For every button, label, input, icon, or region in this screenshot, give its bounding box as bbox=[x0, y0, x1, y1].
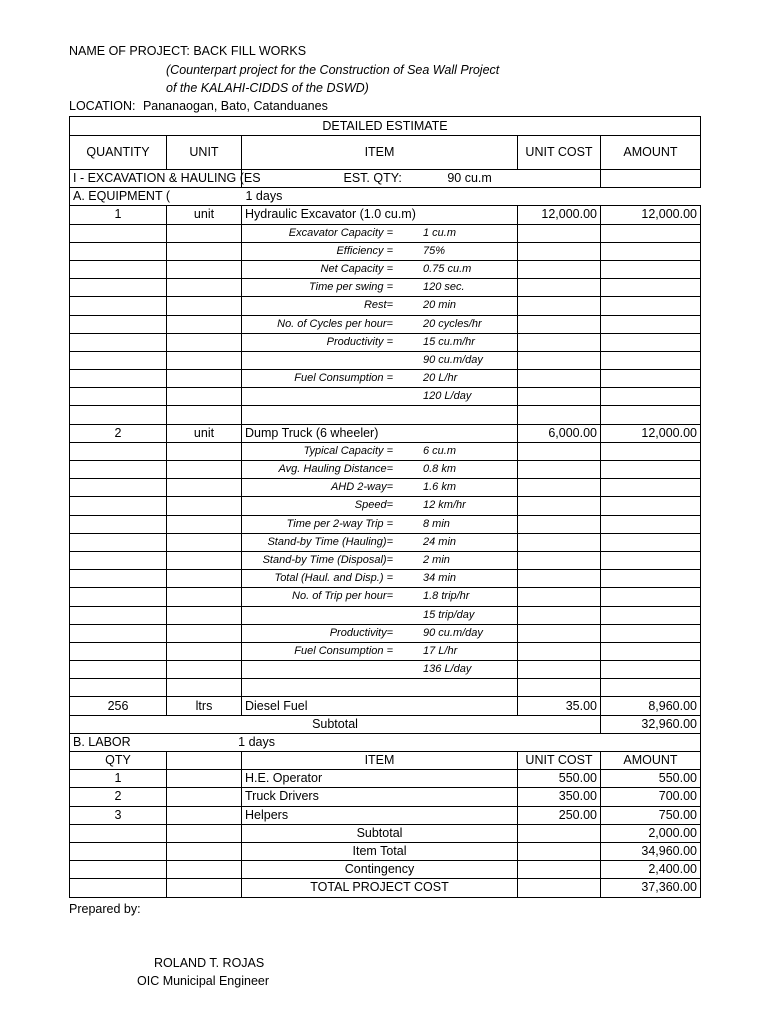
contingency-value: 2,400.00 bbox=[601, 861, 701, 879]
unit-cell: unit bbox=[167, 206, 242, 224]
table-row bbox=[70, 697, 701, 715]
detail-cell bbox=[242, 370, 518, 388]
location-value: Pananaogan, Bato, Catanduanes bbox=[142, 99, 328, 113]
detail-cell bbox=[242, 497, 518, 515]
detail-value: 1.8 trip/hr bbox=[423, 590, 470, 603]
detail-row bbox=[70, 461, 701, 479]
col-header-unit-cost: UNIT COST bbox=[518, 136, 601, 170]
detail-value: 24 min bbox=[423, 535, 457, 548]
amount-cell: 12,000.00 bbox=[601, 206, 701, 224]
detail-row bbox=[70, 551, 701, 569]
detail-label: Stand-by Time (Disposal)= bbox=[262, 554, 393, 567]
detail-row bbox=[70, 388, 701, 406]
preparer-position: OIC Municipal Engineer bbox=[137, 974, 270, 988]
detail-row bbox=[70, 260, 701, 278]
amount-cell: 8,960.00 bbox=[601, 697, 701, 715]
est-qty-label: EST. QTY: bbox=[343, 171, 402, 186]
location bbox=[69, 99, 328, 113]
detail-value: 17 L/hr bbox=[423, 644, 458, 657]
detail-cell bbox=[242, 388, 518, 406]
detail-row bbox=[70, 533, 701, 551]
labor-label: B. LABOR bbox=[73, 734, 131, 749]
detail-value: 0.75 cu.m bbox=[423, 263, 472, 276]
equipment-subtotal-label: Subtotal bbox=[70, 715, 601, 733]
unit-cell: ltrs bbox=[167, 697, 242, 715]
col-header-quantity: QUANTITY bbox=[70, 136, 167, 170]
item-total-label: Item Total bbox=[242, 842, 518, 860]
detail-row bbox=[70, 606, 701, 624]
detail-cell bbox=[242, 533, 518, 551]
col-header-item: ITEM bbox=[242, 136, 518, 170]
labor-subtotal-value: 2,000.00 bbox=[601, 824, 701, 842]
labor-col-item: ITEM bbox=[242, 752, 518, 770]
prepared-by-label: Prepared by: bbox=[69, 902, 141, 916]
detail-cell bbox=[242, 642, 518, 660]
detail-label: No. of Cycles per hour= bbox=[277, 317, 393, 330]
detail-cell bbox=[242, 297, 518, 315]
detail-label: AHD 2-way= bbox=[330, 481, 393, 494]
detail-cell bbox=[242, 224, 518, 242]
detail-cell bbox=[242, 279, 518, 297]
detailed-estimate-table bbox=[69, 116, 701, 898]
detail-cell bbox=[242, 333, 518, 351]
detail-label: Avg. Hauling Distance= bbox=[278, 463, 393, 476]
project-name: NAME OF PROJECT: BACK FILL WORKS bbox=[69, 44, 307, 58]
detail-row bbox=[70, 661, 701, 679]
detail-value: 90 cu.m/day bbox=[423, 353, 483, 366]
table-row bbox=[70, 206, 701, 224]
contingency-label: Contingency bbox=[242, 861, 518, 879]
unit-cost-cell: 6,000.00 bbox=[518, 424, 601, 442]
detail-label: Fuel Consumption = bbox=[294, 372, 393, 385]
project-subtitle-2: of the KALAHI-CIDDS of the DSWD) bbox=[166, 81, 369, 95]
detail-cell bbox=[242, 260, 518, 278]
labor-amount-cell: 550.00 bbox=[601, 770, 701, 788]
detail-label: Productivity= bbox=[329, 626, 393, 639]
labor-qty-cell: 2 bbox=[70, 788, 167, 806]
item-cell: Hydraulic Excavator (1.0 cu.m) bbox=[242, 206, 518, 224]
detail-row bbox=[70, 370, 701, 388]
detail-label: Time per swing = bbox=[309, 281, 393, 294]
detail-cell bbox=[242, 588, 518, 606]
item-total-value: 34,960.00 bbox=[601, 842, 701, 860]
detail-cell bbox=[242, 315, 518, 333]
detail-cell bbox=[242, 551, 518, 569]
detail-value: 15 cu.m/hr bbox=[423, 335, 475, 348]
detail-value: 12 km/hr bbox=[423, 499, 466, 512]
detail-value: 15 trip/day bbox=[423, 608, 475, 621]
detail-value: 90 cu.m/day bbox=[423, 626, 483, 639]
detail-cell bbox=[242, 442, 518, 460]
detail-value: 20 L/hr bbox=[423, 372, 458, 385]
equipment-label: A. EQUIPMENT ( bbox=[73, 189, 171, 204]
detail-label: Speed= bbox=[354, 499, 393, 512]
detail-label: Efficiency = bbox=[336, 244, 393, 257]
detail-row bbox=[70, 242, 701, 260]
labor-row bbox=[70, 770, 701, 788]
detail-cell bbox=[242, 570, 518, 588]
detail-row bbox=[70, 224, 701, 242]
detail-value: 136 L/day bbox=[423, 663, 472, 676]
labor-col-amount: AMOUNT bbox=[601, 752, 701, 770]
equipment-days: 1 days bbox=[245, 189, 283, 204]
detail-row bbox=[70, 642, 701, 660]
detail-label: Stand-by Time (Hauling)= bbox=[267, 535, 393, 548]
detail-value: 6 cu.m bbox=[423, 444, 457, 457]
detail-value: 8 min bbox=[423, 517, 450, 530]
total-project-cost-label: TOTAL PROJECT COST bbox=[242, 879, 518, 897]
unit-cost-cell: 35.00 bbox=[518, 697, 601, 715]
item-cell: Dump Truck (6 wheeler) bbox=[242, 424, 518, 442]
detail-cell bbox=[242, 624, 518, 642]
labor-amount-cell: 750.00 bbox=[601, 806, 701, 824]
project-subtitle-1: (Counterpart project for the Construction of Sea Wall Project bbox=[166, 63, 500, 77]
labor-unit-cost-cell: 550.00 bbox=[518, 770, 601, 788]
equipment-heading bbox=[70, 188, 701, 206]
labor-item-cell: Helpers bbox=[242, 806, 518, 824]
est-qty bbox=[242, 170, 601, 188]
detail-label: No. of Trip per hour= bbox=[292, 590, 393, 603]
detail-cell bbox=[242, 661, 518, 679]
detail-row bbox=[70, 570, 701, 588]
qty-cell: 256 bbox=[70, 697, 167, 715]
detail-row bbox=[70, 515, 701, 533]
detail-row bbox=[70, 442, 701, 460]
detail-value: 120 L/day bbox=[423, 390, 472, 403]
labor-qty-cell: 3 bbox=[70, 806, 167, 824]
labor-amount-cell: 700.00 bbox=[601, 788, 701, 806]
detail-value: 2 min bbox=[423, 554, 450, 567]
detail-label: Productivity = bbox=[326, 335, 393, 348]
detail-row bbox=[70, 351, 701, 369]
detail-value: 120 sec. bbox=[423, 281, 465, 294]
detail-row bbox=[70, 479, 701, 497]
labor-heading bbox=[70, 733, 701, 751]
detail-value: 1 cu.m bbox=[423, 226, 457, 239]
detail-row bbox=[70, 624, 701, 642]
section-label: I - EXCAVATION & HAULING (ES bbox=[70, 170, 242, 188]
detail-value: 20 min bbox=[423, 299, 457, 312]
detail-row bbox=[70, 315, 701, 333]
labor-row bbox=[70, 788, 701, 806]
qty-cell: 1 bbox=[70, 206, 167, 224]
detail-label: Excavator Capacity = bbox=[288, 226, 393, 239]
labor-col-qty: QTY bbox=[70, 752, 167, 770]
labor-subtotal-label: Subtotal bbox=[242, 824, 518, 842]
est-qty-value: 90 cu.m bbox=[447, 171, 492, 186]
labor-unit-cost-cell: 250.00 bbox=[518, 806, 601, 824]
col-header-amount: AMOUNT bbox=[601, 136, 701, 170]
detail-label: Typical Capacity = bbox=[303, 444, 393, 457]
detail-label: Net Capacity = bbox=[320, 263, 393, 276]
detail-cell bbox=[242, 606, 518, 624]
unit-cost-cell: 12,000.00 bbox=[518, 206, 601, 224]
detail-cell bbox=[242, 242, 518, 260]
detail-cell bbox=[242, 351, 518, 369]
detail-label: Fuel Consumption = bbox=[294, 644, 393, 657]
labor-row bbox=[70, 806, 701, 824]
labor-item-cell: Truck Drivers bbox=[242, 788, 518, 806]
detail-value: 0.8 km bbox=[423, 463, 457, 476]
labor-unit-cost-cell: 350.00 bbox=[518, 788, 601, 806]
detail-label: Rest= bbox=[363, 299, 393, 312]
detail-value: 20 cycles/hr bbox=[423, 317, 482, 330]
table-row bbox=[70, 424, 701, 442]
detail-value: 34 min bbox=[423, 572, 457, 585]
detail-row bbox=[70, 297, 701, 315]
labor-item-cell: H.E. Operator bbox=[242, 770, 518, 788]
detail-label: Total (Haul. and Disp.) = bbox=[274, 572, 393, 585]
unit-cell: unit bbox=[167, 424, 242, 442]
detail-row bbox=[70, 333, 701, 351]
location-label: LOCATION: bbox=[69, 99, 136, 113]
labor-days: 1 days bbox=[238, 734, 275, 749]
total-project-cost-value: 37,360.00 bbox=[601, 879, 701, 897]
table-title: DETAILED ESTIMATE bbox=[70, 117, 701, 136]
preparer-name: ROLAND T. ROJAS bbox=[154, 956, 265, 970]
detail-value: 75% bbox=[423, 244, 446, 257]
col-header-unit: UNIT bbox=[167, 136, 242, 170]
detail-cell bbox=[242, 479, 518, 497]
labor-qty-cell: 1 bbox=[70, 770, 167, 788]
detail-row bbox=[70, 588, 701, 606]
amount-cell: 12,000.00 bbox=[601, 424, 701, 442]
detail-cell bbox=[242, 461, 518, 479]
equipment-subtotal-value: 32,960.00 bbox=[601, 715, 701, 733]
qty-cell: 2 bbox=[70, 424, 167, 442]
detail-label: Time per 2-way Trip = bbox=[286, 517, 393, 530]
detail-row bbox=[70, 279, 701, 297]
detail-row bbox=[70, 497, 701, 515]
detail-cell bbox=[242, 515, 518, 533]
detail-value: 1.6 km bbox=[423, 481, 457, 494]
item-cell: Diesel Fuel bbox=[242, 697, 518, 715]
labor-col-unit-cost: UNIT COST bbox=[518, 752, 601, 770]
